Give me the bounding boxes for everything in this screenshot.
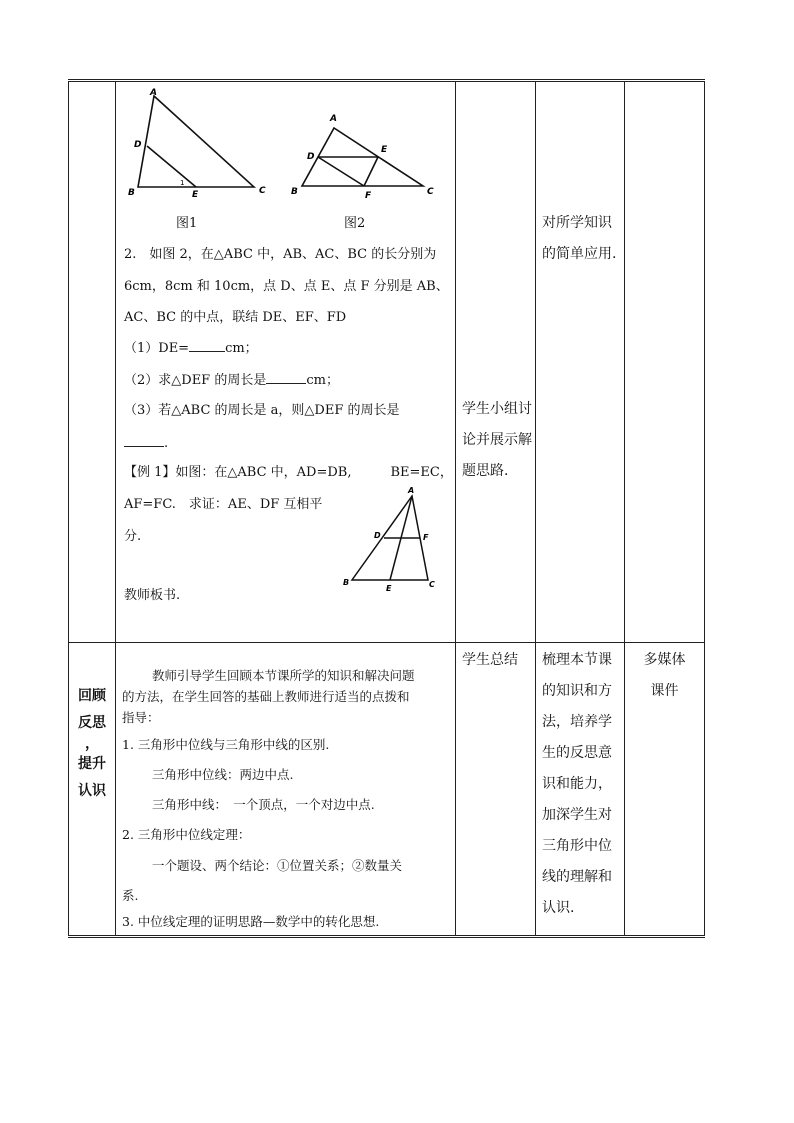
problem2-q3-answer (124, 437, 168, 450)
summary-line: 指导： (122, 710, 160, 725)
problem2-line2: 6cm，8cm 和 10cm，点 D、点 E、点 F 分别是 AB、 (124, 279, 449, 294)
figure-1 (126, 86, 276, 198)
q3-answer-blank[interactable] (124, 446, 164, 447)
example1-line2: AF=FC. 求证：AE、DF 互相平 (124, 497, 323, 512)
section-title-line: 回顾 (78, 688, 106, 704)
summary-line: 一个题设、两个结论：①位置关系；②数量关 (152, 858, 403, 873)
table-row (69, 643, 705, 937)
q3-end: . (164, 436, 169, 451)
lesson-table (68, 79, 705, 938)
design-intent-cell (536, 643, 625, 937)
media-cell (625, 643, 705, 937)
fig1-label-d: D (134, 140, 142, 150)
fig2-caption: 图2 (344, 216, 366, 231)
design-intent-text: 对所学知识的简单应用. (542, 215, 617, 262)
teacher-note: 教师板书. (124, 588, 181, 603)
problem2-line1: 2. 如图 2，在△ABC 中，AB、AC、BC 的长分别为 (124, 247, 437, 262)
section-title-line: 认识 (78, 783, 106, 799)
summary-line: 三角形中位线：两边中点. (152, 767, 294, 782)
figure-3 (336, 484, 436, 594)
fig3-label-e: E (386, 584, 392, 593)
q1-prefix: （1）DE= (124, 341, 190, 356)
media-cell (625, 81, 705, 643)
fig1-caption: 图1 (176, 216, 198, 231)
problem2-q2 (124, 374, 339, 387)
fig2-label-d: D (307, 152, 315, 162)
summary-line: 的方法，在学生回答的基础上教师进行适当的点拨和 (122, 689, 410, 704)
fig1-angle-label: 1 (180, 179, 185, 187)
summary-line: 三角形中线： 一个顶点，一个对边中点. (152, 797, 375, 812)
problem2-line3: AC、BC 的中点，联结 DE、EF、FD (124, 310, 347, 325)
fig1-label-e: E (192, 190, 199, 198)
summary-line: 3. 中位线定理的证明思路—数学中的转化思想. (122, 914, 380, 929)
fig3-label-c: C (429, 580, 435, 589)
fig1-label-c: C (259, 186, 266, 196)
section-title-line: 反思 (78, 715, 106, 731)
section-title-cell (69, 643, 116, 937)
student-activity-text: 学生总结 (462, 652, 518, 668)
summary-content-cell (116, 643, 456, 937)
fig3-label-d: D (374, 531, 381, 540)
q1-answer-blank[interactable] (189, 351, 225, 352)
q2-prefix: （2）求△DEF 的周长是 (124, 373, 267, 388)
example1-line1: 【例 1】如图：在△ABC 中，AD=DB, BE=EC， (124, 465, 453, 480)
example1-line3: 分. (124, 529, 142, 544)
fig2-label-b: B (291, 187, 298, 197)
fig2-label-e: E (381, 145, 388, 155)
fig3-label-f: F (423, 533, 429, 542)
summary-line: 2. 三角形中位线定理： (122, 827, 251, 842)
fig1-label-a: A (150, 88, 157, 98)
fig3-label-a: A (408, 486, 415, 495)
q2-suffix: cm； (306, 373, 339, 388)
summary-line: 1. 三角形中位线与三角形中线的区别. (122, 737, 330, 752)
summary-line: 系. (122, 888, 139, 903)
figure-2 (286, 110, 438, 202)
q2-answer-blank[interactable] (266, 383, 306, 384)
section-cell (69, 81, 116, 643)
section-title-line: 提升 (78, 756, 106, 772)
student-activity-text: 学生小组讨论并展示解题思路. (462, 401, 532, 479)
section-title-line: ， (85, 736, 99, 752)
table-row (69, 81, 705, 643)
problem2-q1 (124, 342, 258, 355)
fig2-label-f: F (365, 191, 372, 201)
design-intent-text: 梳理本节课的知识和方法，培养学生的反思意识和能力，加深学生对三角形中位线的理解和认识. (542, 652, 612, 916)
content-cell (116, 81, 456, 643)
design-intent-cell (536, 81, 625, 643)
summary-line: 教师引导学生回顾本节课所学的知识和解决问题 (152, 668, 415, 683)
media-text: 多媒体课件 (643, 652, 686, 699)
student-activity-cell (456, 643, 536, 937)
q1-suffix: cm； (225, 341, 258, 356)
fig2-label-a: A (330, 114, 337, 124)
problem2-q3: （3）若△ABC 的周长是 a，则△DEF 的周长是 (124, 403, 400, 418)
fig2-label-c: C (427, 187, 434, 197)
fig3-label-b: B (343, 578, 350, 587)
student-activity-cell (456, 81, 536, 643)
fig1-label-b: B (128, 188, 135, 198)
